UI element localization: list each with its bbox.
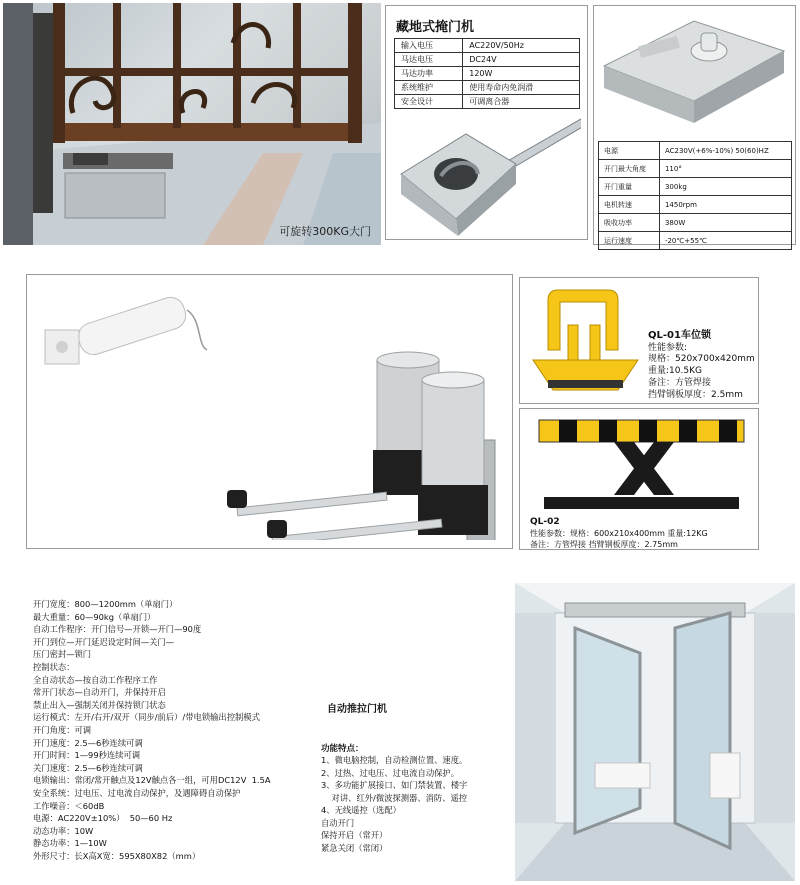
feature-line: 对讲、红外/微波探测器、消防、遥控: [321, 792, 468, 803]
spec-value: 300kg: [659, 178, 791, 196]
spec-line: 压门密封—锁门: [33, 649, 92, 660]
spec-label: 开门重量: [599, 178, 660, 196]
underground-opener-spec-table: [394, 38, 580, 109]
ql01-spec-line: 备注：方管焊接: [648, 378, 712, 388]
spec-line: 关门速度：2.5—6秒连续可调: [33, 762, 143, 773]
ql01-spec-lines: [648, 353, 755, 401]
spec-row: [599, 214, 792, 232]
swing-unit-spec-table: [598, 141, 792, 250]
ql01-spec-line: 规格：520x700x420mm: [648, 354, 755, 364]
features-list: [321, 754, 511, 854]
spec-label: 开门最大角度: [599, 160, 660, 178]
feature-line: 自动开门: [321, 817, 355, 828]
spec-label: 吸收功率: [599, 214, 660, 232]
spec-value: 使用寿命内免润滑: [463, 81, 580, 95]
feature-line: 紧急关闭（常闭）: [321, 842, 388, 853]
spec-label: 系统维护: [395, 81, 463, 95]
ql01-panel: [519, 277, 759, 404]
spec-value: DC24V: [463, 53, 580, 67]
feature-line: 4、无线遥控（选配）: [321, 805, 401, 815]
gate-photo: [3, 3, 381, 245]
feature-line: 2、过热、过电压、过电流自动保护。: [321, 767, 460, 778]
spec-value: 380W: [659, 214, 791, 232]
spec-line: 开门角度：可调: [33, 724, 92, 735]
ql01-spec-line: 重量:10.5KG: [648, 366, 702, 376]
spec-line: 安全系统：过电压、过电流自动保护，及遇障碍自动保护: [33, 787, 241, 798]
spec-row: [599, 142, 792, 160]
spec-line: 动态功率：10W: [33, 825, 94, 836]
auto-door-illustration: [515, 583, 795, 881]
spec-row: [395, 39, 580, 53]
underground-opener-title: 藏地式掩门机: [396, 20, 475, 35]
spec-line: 开门时间：1—99秒连续可调: [33, 750, 141, 761]
spec-value: 120W: [463, 67, 580, 81]
spec-value: -20℃+55℃: [659, 232, 791, 250]
spec-line: 常开门状态—自动开门，并保持开启: [33, 687, 166, 698]
spec-label: 输入电压: [395, 39, 463, 53]
spec-line: 全自动状态—按自动工作程序工作: [33, 674, 158, 685]
auto-door-title: 自动推拉门机: [327, 704, 387, 715]
ql02-line1: 性能参数：规格：600x210x400mm 重量:12KG: [530, 529, 708, 538]
spec-label: 运行速度: [599, 232, 660, 250]
ql01-spec-line: 挡臂钢板厚度：2.5mm: [648, 390, 743, 400]
gate-photo-caption: 可旋转300KG大门: [279, 225, 371, 238]
motor-products-illustration: [37, 290, 507, 540]
spec-value: 110°: [659, 160, 791, 178]
spec-value: AC220V/50Hz: [463, 39, 580, 53]
spec-line: 最大重量：60—90kg（单扇门）: [33, 611, 156, 622]
feature-line: 保持开启（常开）: [321, 830, 388, 840]
spec-label: 马达电压: [395, 53, 463, 67]
spec-line: 自动工作程序：开门信号—开锁—开门—90度: [33, 624, 202, 635]
underground-opener-illustration: [396, 114, 581, 236]
ql02-title: QL-02: [530, 517, 560, 527]
features-title: 功能特点：: [321, 744, 364, 754]
motor-products-panel: [26, 274, 513, 549]
spec-line: 外形尺寸：长X高X宽：595X80X82（mm）: [33, 850, 201, 861]
ql01-parking-lock-illustration: [528, 280, 643, 402]
spec-value: 1450rpm: [659, 196, 791, 214]
spec-label: 电源: [599, 142, 660, 160]
ql02-parking-lock-illustration: [534, 415, 749, 517]
spec-row: [599, 232, 792, 250]
spec-line: 电源：AC220V±10%） 50—60 Hz: [33, 813, 173, 824]
spec-value: 可调离合器: [463, 95, 580, 109]
spec-line: 开门速度：2.5—6秒连续可调: [33, 737, 143, 748]
ql01-params-label: 性能参数:: [648, 343, 688, 353]
feature-line: 1、微电脑控制，自动检测位置、速度。: [321, 755, 468, 765]
spec-line: 开门到位—开门延迟设定时间—关门—: [33, 636, 175, 647]
spec-row: [395, 53, 580, 67]
spec-row: [599, 160, 792, 178]
spec-row: [599, 178, 792, 196]
spec-line: 运行模式：左开/右开/双开（同步/前后）/带电锁输出控制模式: [33, 712, 260, 723]
gate-illustration: [3, 3, 381, 245]
spec-value: AC230V(+6%-10%) 50(60)HZ: [659, 142, 791, 160]
spec-row: [395, 95, 580, 109]
spec-row: [599, 196, 792, 214]
spec-line: 禁止出入—强制关闭并保持锁门状态: [33, 699, 166, 710]
ql02-panel: [519, 408, 759, 550]
auto-door-photo: [515, 583, 795, 881]
spec-line: 开门宽度：800—1200mm（单扇门）: [33, 599, 178, 609]
spec-line: 静态功率：1—10W: [33, 838, 107, 849]
underground-opener-panel: [385, 5, 588, 240]
spec-label: 电机转速: [599, 196, 660, 214]
ql01-title: QL-01车位锁: [648, 330, 711, 341]
spec-line: 电锁输出：常闭/常开触点及12V触点各一组，可用DC12V 1.5A: [33, 775, 271, 786]
spec-label: 马达功率: [395, 67, 463, 81]
ql02-line2: 备注：方管焊接 挡臂钢板厚度：2.75mm: [530, 540, 678, 549]
spec-label: 安全设计: [395, 95, 463, 109]
swing-unit-panel: [593, 5, 796, 245]
spec-line: 工作噪音：＜60dB: [33, 800, 105, 811]
spec-row: [395, 67, 580, 81]
spec-line: 控制状态：: [33, 661, 75, 672]
spec-row: [395, 81, 580, 95]
auto-door-spec-list: [33, 598, 343, 862]
feature-line: 3、多功能扩展接口、如门禁装置、楼宇: [321, 780, 468, 790]
swing-unit-illustration: [599, 11, 789, 126]
